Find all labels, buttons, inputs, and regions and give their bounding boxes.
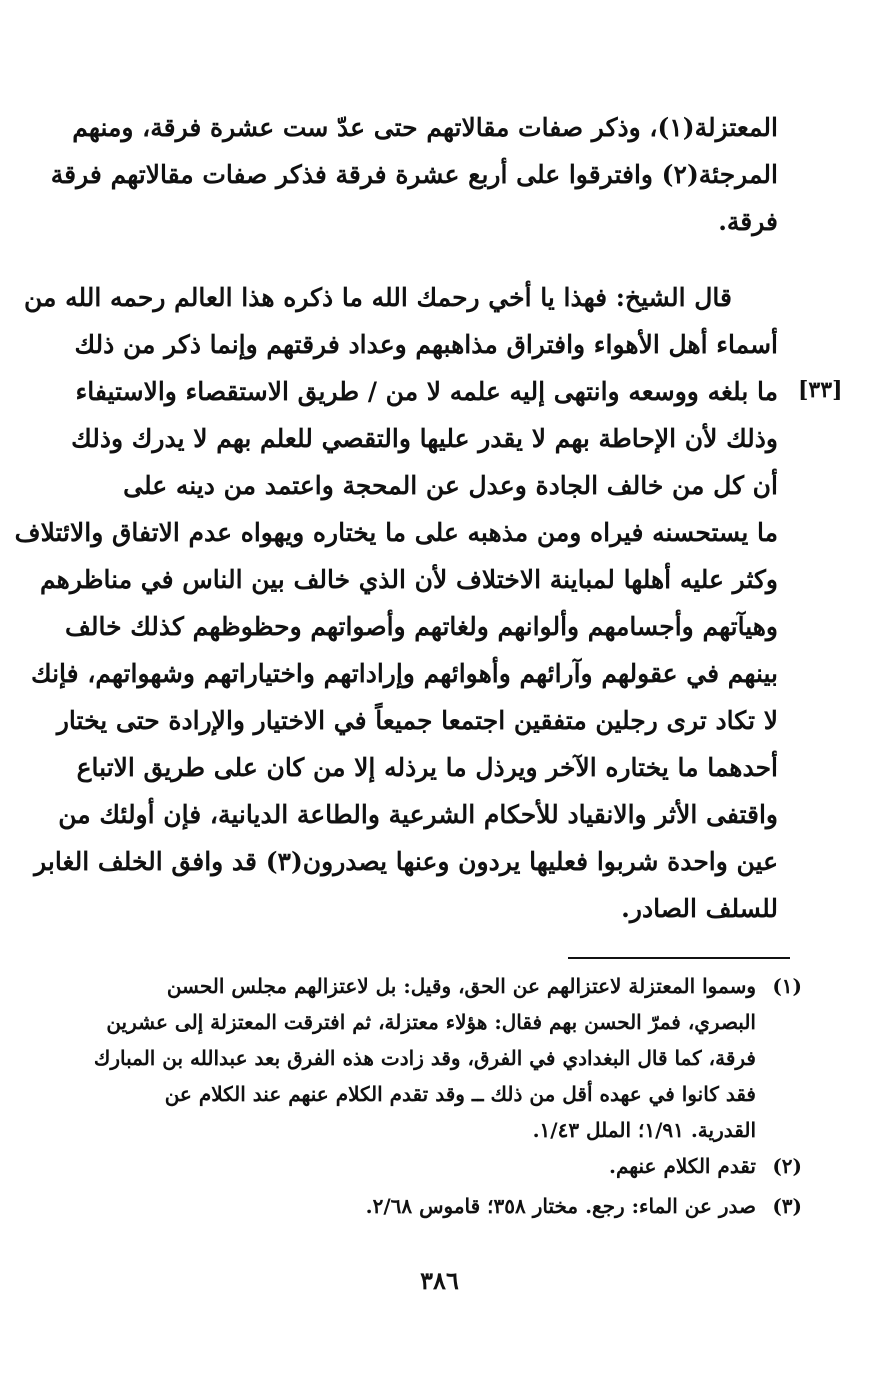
footnote-number: (٣) (772, 1194, 802, 1218)
footnote-text (92, 1188, 756, 1224)
text-line: عين واحدة شربوا فعليها يردون وعنها يصدرون(٣) قد وافق الخلف الغابر (34, 847, 778, 876)
text-line: قال الشيخ: فهذا يا أخي رحمك الله ما ذكره هذا العالم رحمه الله من (23, 283, 732, 312)
text-line: المرجئة(٢) وافترقوا على أربع عشرة فرقة فذكر صفات مقالاتهم فرقة (50, 160, 778, 189)
footnote-number: (٢) (772, 1154, 802, 1178)
footnote-text (92, 1148, 756, 1184)
text-line: المعتزلة(١)، وذكر صفات مقالاتهم حتى عدّ ست عشرة فرقة، ومنهم (72, 113, 778, 142)
text-line: ما يستحسنه فيراه ومن مذهبه على ما يختاره ويهواه عدم الاتفاق والائتلاف (14, 518, 778, 547)
text-line: واقتفى الأثر والانقياد للأحكام الشرعية والطاعة الديانية، فإن أولئك من (58, 800, 778, 829)
footnote-2 (92, 1148, 802, 1184)
text-line: أن كل من خالف الجادة وعدل عن المحجة واعتمد من دينه على (123, 471, 778, 500)
text-line: وذلك لأن الإحاطة بهم لا يقدر عليها والتقصي للعلم بهم لا يدرك وذلك (71, 424, 778, 453)
footnote-text (92, 968, 756, 1148)
text-line: أحدهما ما يختاره الآخر ويرذل ما يرذله إلا من كان على طريق الاتباع (76, 753, 778, 782)
footnote-line: تقدم الكلام عنهم. (609, 1154, 756, 1178)
footnotes (92, 968, 802, 1224)
text-line: فرقة. (718, 207, 778, 236)
footnote-line: القدرية. ١/٩١؛ الملل ١/٤٣. (532, 1118, 756, 1142)
text-line: وهيآتهم وأجسامهم وألوانهم ولغاتهم وأصواتهم وحظوظهم كذلك خالف (64, 612, 778, 641)
footnote-number: (١) (772, 974, 802, 998)
text-line: أسماء أهل الأهواء وافتراق مذاهبهم وعداد فرقتهم وإنما ذكر من ذلك (74, 330, 778, 359)
footnote-line: وسموا المعتزلة لاعتزالهم عن الحق، وقيل: بل لاعتزالهم مجلس الحسن (166, 974, 756, 998)
footnote-divider (568, 957, 790, 959)
footnote-3 (92, 1188, 802, 1224)
footnote-line: فرقة، كما قال البغدادي في الفرق، وقد زادت هذه الفرق بعد عبدالله بن المبارك (93, 1046, 756, 1070)
page-number: ٣٨٦ (420, 1266, 459, 1295)
body-paragraph-2 (14, 274, 778, 932)
margin-page-marker: [٣٣] (798, 377, 843, 403)
footnote-line: صدر عن الماء: رجع. مختار ٣٥٨؛ قاموس ٢/٦٨. (365, 1194, 756, 1218)
text-line: للسلف الصادر. (621, 894, 778, 923)
footnote-1 (92, 968, 802, 1148)
text-line: بينهم في عقولهم وآرائهم وأهوائهم وإراداتهم واختياراتهم وشهواتهم، فإنك (31, 659, 778, 688)
text-line: وكثر عليه أهلها لمباينة الاختلاف لأن الذي خالف بين الناس في مناظرهم (40, 565, 778, 594)
body-paragraph-1 (50, 104, 778, 245)
footnote-line: فقد كانوا في عهده أقل من ذلك ــ وقد تقدم الكلام عنهم عند الكلام عن (164, 1082, 756, 1106)
footnote-line: البصري، فمرّ الحسن بهم فقال: هؤلاء معتزلة، ثم افترقت المعتزلة إلى عشرين (106, 1010, 756, 1034)
text-line: لا تكاد ترى رجلين متفقين اجتمعا جميعاً في الاختيار والإرادة حتى يختار (56, 706, 778, 735)
text-line: ما بلغه ووسعه وانتهى إليه علمه لا من / طريق الاستقصاء والاستيفاء (75, 377, 778, 406)
